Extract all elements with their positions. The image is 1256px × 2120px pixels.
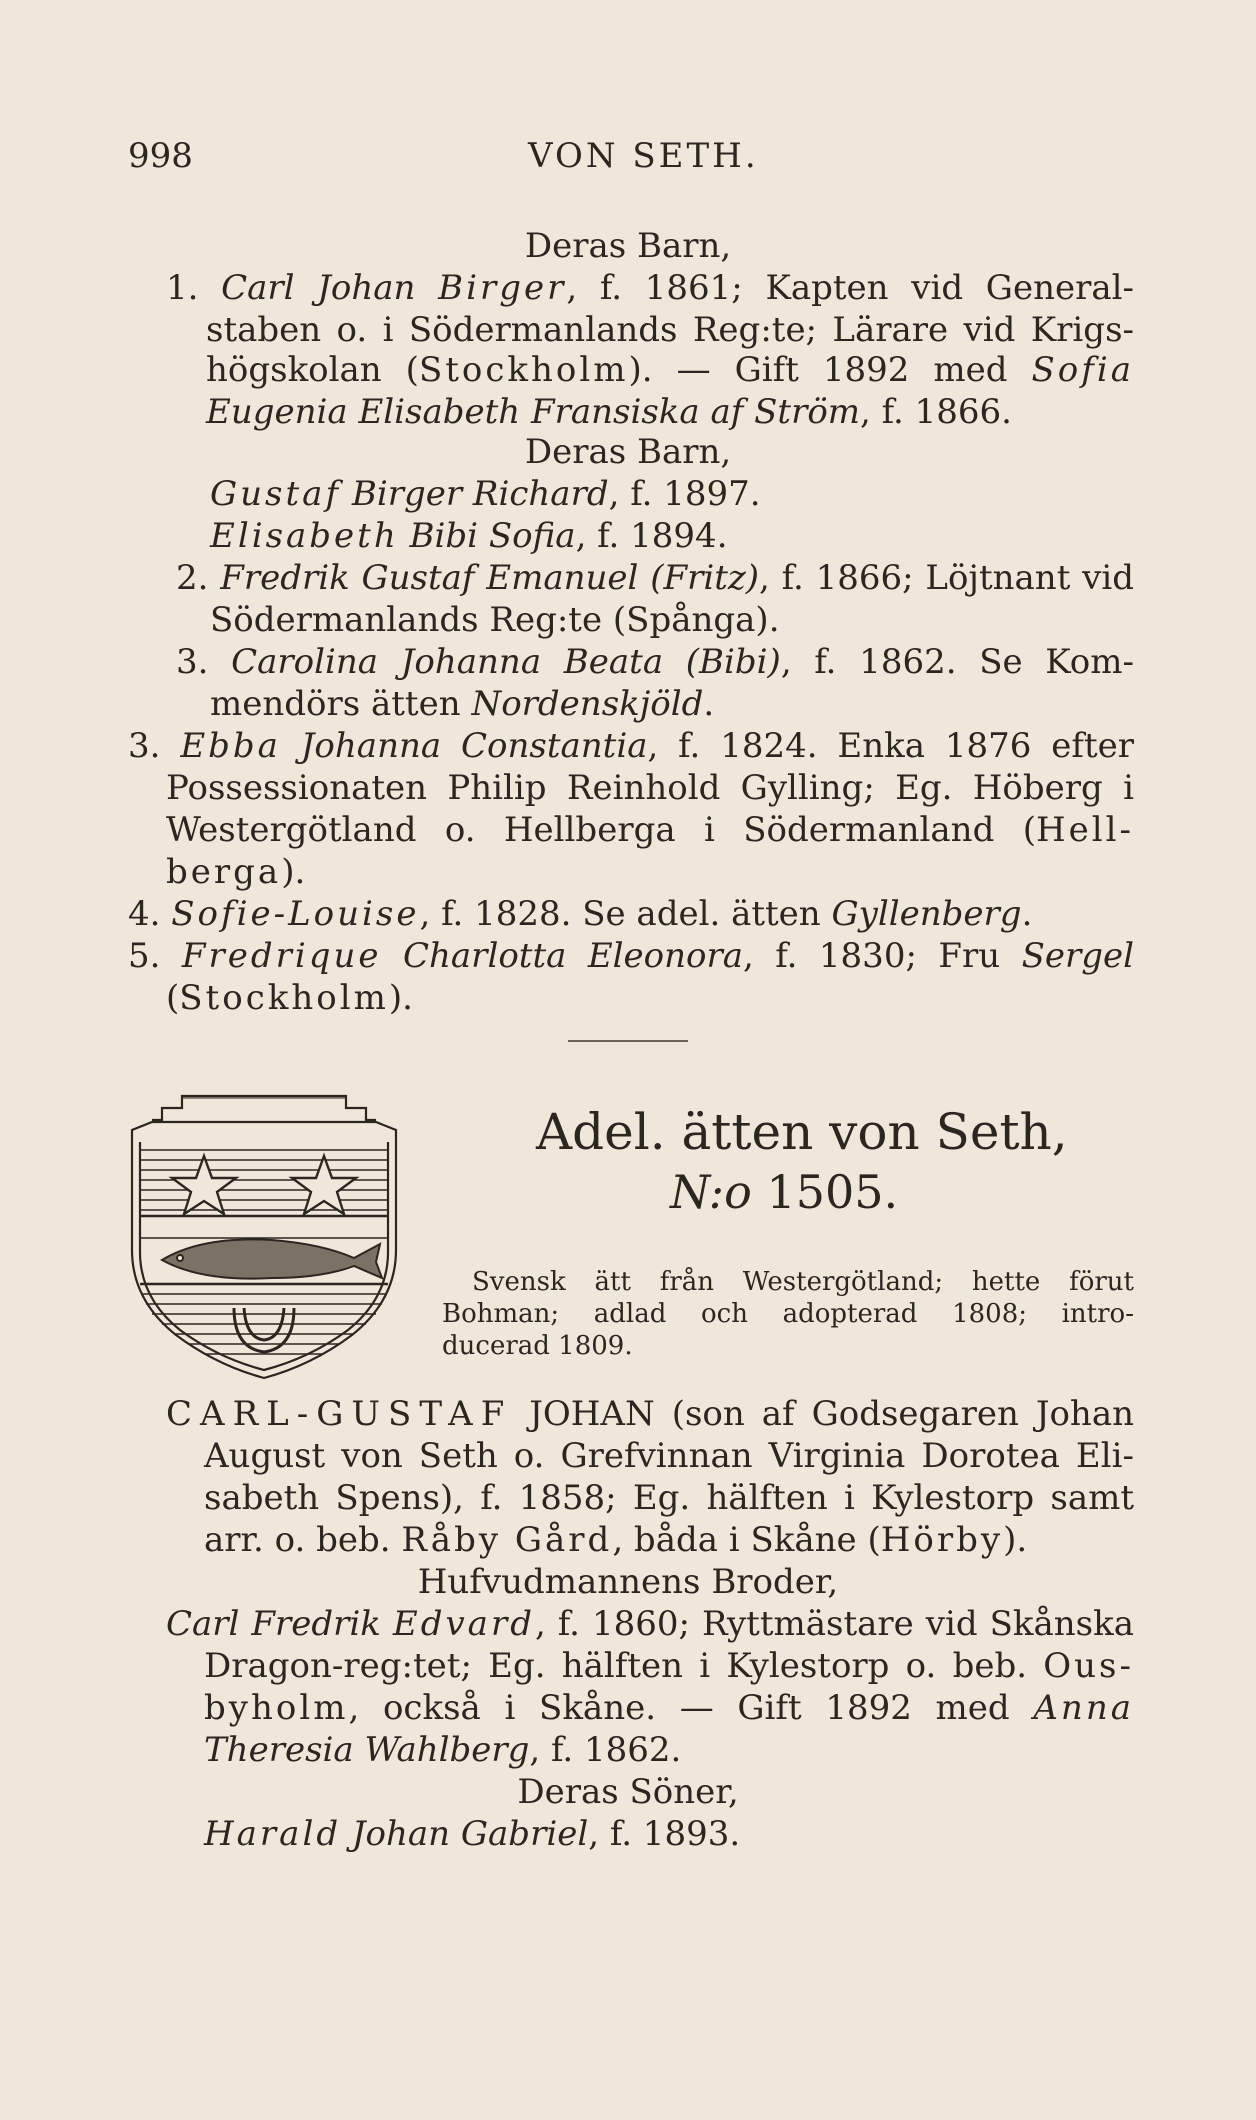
entry-line bbox=[210, 516, 728, 556]
entry-text: mendörs ätten bbox=[210, 684, 472, 724]
given-names: Bibi Sofia bbox=[398, 516, 576, 556]
subheading-deras-barn: Deras Barn, bbox=[524, 226, 732, 266]
entry-text: , f. 1893. bbox=[588, 1814, 741, 1854]
entry-number: 2. bbox=[176, 558, 221, 598]
section-description-line: ducerad 1809. bbox=[442, 1331, 633, 1361]
entry-text: arr. o. beb. bbox=[204, 1520, 402, 1560]
entry-line bbox=[128, 936, 1134, 976]
place-name: Hell- bbox=[1035, 810, 1134, 850]
entry-line bbox=[204, 1646, 1134, 1686]
place-name: Stockholm bbox=[179, 978, 389, 1018]
spouse-name: Theresia Wahlberg bbox=[204, 1730, 530, 1770]
head-entry-line bbox=[166, 1394, 1134, 1434]
section-title: Adel. ätten von Seth, bbox=[536, 1103, 1068, 1161]
entry-line bbox=[206, 392, 1012, 432]
entry-text: , f. 1894. bbox=[575, 516, 728, 556]
call-name: Fredrique bbox=[181, 936, 382, 976]
entry-line bbox=[204, 1520, 1027, 1560]
entry-line bbox=[204, 1688, 1134, 1728]
entry-text: , f. 1824. Enka 1876 efter bbox=[647, 726, 1134, 766]
call-name: Ebba bbox=[180, 726, 281, 766]
entry-text: . bbox=[703, 684, 715, 724]
call-name: Birger bbox=[438, 268, 567, 308]
family-name: Gyllenberg bbox=[831, 894, 1022, 934]
estate-name: Råby Gård bbox=[401, 1520, 613, 1560]
entry-text: , f. 1897. bbox=[608, 474, 761, 514]
given-names: Carolina Johanna Beata (Bibi) bbox=[231, 642, 781, 682]
number-value: 1505. bbox=[766, 1165, 899, 1219]
entry-line bbox=[166, 1604, 1134, 1644]
entry-line bbox=[204, 1730, 681, 1770]
spouse-name: Sergel bbox=[1021, 936, 1134, 976]
entry-text: ). — Gift 1892 med bbox=[628, 350, 1032, 390]
head-name: CARL-GUSTAF bbox=[166, 1394, 513, 1434]
section-description-line: Svensk ätt från Westergötland; hette förut bbox=[472, 1267, 1134, 1297]
entry-line bbox=[176, 642, 1134, 682]
call-name: Gustaf bbox=[210, 474, 342, 514]
given-names: Johan Gabriel bbox=[341, 1814, 589, 1854]
entry-line: sabeth Spens), f. 1858; Eg. hälften i Kylestorp samt bbox=[204, 1478, 1134, 1518]
entry-text: , f. 1866. bbox=[860, 392, 1012, 432]
entry-number: 3. bbox=[128, 726, 181, 766]
call-name: Sofie-Louise bbox=[171, 894, 420, 934]
entry-text: ). bbox=[1003, 1520, 1028, 1560]
entry-number: 3. bbox=[176, 642, 232, 682]
entry-number: 5. bbox=[128, 936, 182, 976]
entry-line bbox=[128, 726, 1134, 766]
entry-line: staben o. i Södermanlands Reg:te; Lärare vid Krigs- bbox=[206, 310, 1134, 350]
entry-line bbox=[210, 684, 714, 724]
entry-text: , f. 1861; Kapten vid General- bbox=[566, 268, 1134, 308]
entry-line bbox=[166, 810, 1134, 850]
place-name: berga bbox=[166, 852, 282, 892]
given-names: Carl Johan bbox=[221, 268, 439, 308]
entry-text: , f. 1860; Ryttmästare vid Skånska bbox=[534, 1604, 1134, 1644]
running-title: VON SETH. bbox=[528, 136, 759, 176]
estate-name: Ous- bbox=[1043, 1646, 1134, 1686]
place-name: Stockholm bbox=[418, 350, 629, 390]
given-names: Johanna Constantia bbox=[280, 726, 648, 766]
entry-line bbox=[206, 350, 1134, 390]
section-number bbox=[670, 1166, 898, 1218]
entry-text: , f. 1828. Se adel. ätten bbox=[419, 894, 832, 934]
entry-text: Westergötland o. Hellberga i Södermanland ( bbox=[166, 810, 1036, 850]
entry-text: . bbox=[1021, 894, 1033, 934]
entry-number: 1. bbox=[166, 268, 222, 308]
entry-text: , båda i Skåne ( bbox=[612, 1520, 881, 1560]
entry-line: Södermanlands Reg:te (Spånga). bbox=[210, 600, 780, 640]
entry-text: Dragon-reg:tet; Eg. hälften i Kylestorp o. beb. bbox=[204, 1646, 1044, 1686]
given-names: Charlotta Eleonora bbox=[381, 936, 744, 976]
entry-text: ). bbox=[388, 978, 413, 1018]
given-names: Fredrik Gustaf Emanuel (Fritz) bbox=[220, 558, 760, 598]
section-description-line: Bohman; adlad och adopterad 1808; intro- bbox=[442, 1299, 1134, 1329]
number-label: N:o bbox=[670, 1165, 752, 1219]
entry-line bbox=[166, 268, 1134, 308]
call-name: Elisabeth bbox=[210, 516, 399, 556]
given-names: Carl Fredrik bbox=[166, 1604, 393, 1644]
subheading-sons: Deras Söner, bbox=[517, 1772, 739, 1812]
entry-text: , också i Skåne. — Gift 1892 med bbox=[348, 1688, 1034, 1728]
section-divider bbox=[568, 1040, 688, 1042]
entry-text: högskolan ( bbox=[206, 350, 419, 390]
entry-line: August von Seth o. Grefvinnan Virginia Dorotea Eli- bbox=[204, 1436, 1134, 1476]
estate-name: byholm bbox=[204, 1688, 349, 1728]
given-names: Birger Richard bbox=[341, 474, 609, 514]
entry-line bbox=[166, 978, 413, 1018]
entry-line bbox=[128, 894, 1032, 934]
place-name: Hörby bbox=[880, 1520, 1004, 1560]
spouse-name: Anna bbox=[1033, 1688, 1134, 1728]
subheading-brother: Hufvudmannens Broder, bbox=[417, 1562, 839, 1602]
entry-text: , f. 1862. bbox=[529, 1730, 682, 1770]
spouse-name: Sofia bbox=[1031, 350, 1134, 390]
entry-text: , f. 1866; Löjtnant vid bbox=[759, 558, 1134, 598]
entry-line: Possessionaten Philip Reinhold Gylling; Eg. Höberg i bbox=[166, 768, 1134, 808]
entry-text: , f. 1830; Fru bbox=[743, 936, 1022, 976]
entry-line bbox=[166, 852, 305, 892]
entry-line bbox=[210, 474, 761, 514]
entry-text: , f. 1862. Se Kom- bbox=[780, 642, 1134, 682]
entry-line bbox=[176, 558, 1134, 598]
call-name: Harald bbox=[204, 1814, 342, 1854]
entry-number: 4. bbox=[128, 894, 172, 934]
subheading-deras-barn: Deras Barn, bbox=[524, 432, 732, 472]
spouse-name: Eugenia Elisabeth Fransiska af Ström bbox=[206, 392, 861, 432]
coat-of-arms-icon bbox=[122, 1080, 406, 1382]
page-number: 998 bbox=[128, 136, 193, 176]
entry-text: ). bbox=[281, 852, 306, 892]
entry-line bbox=[204, 1814, 740, 1854]
entry-text: ( bbox=[166, 978, 180, 1018]
family-name: Nordenskjöld bbox=[471, 684, 704, 724]
entry-text: JOHAN (son af Godsegaren Johan bbox=[512, 1394, 1134, 1434]
call-name: Edvard bbox=[392, 1604, 535, 1644]
